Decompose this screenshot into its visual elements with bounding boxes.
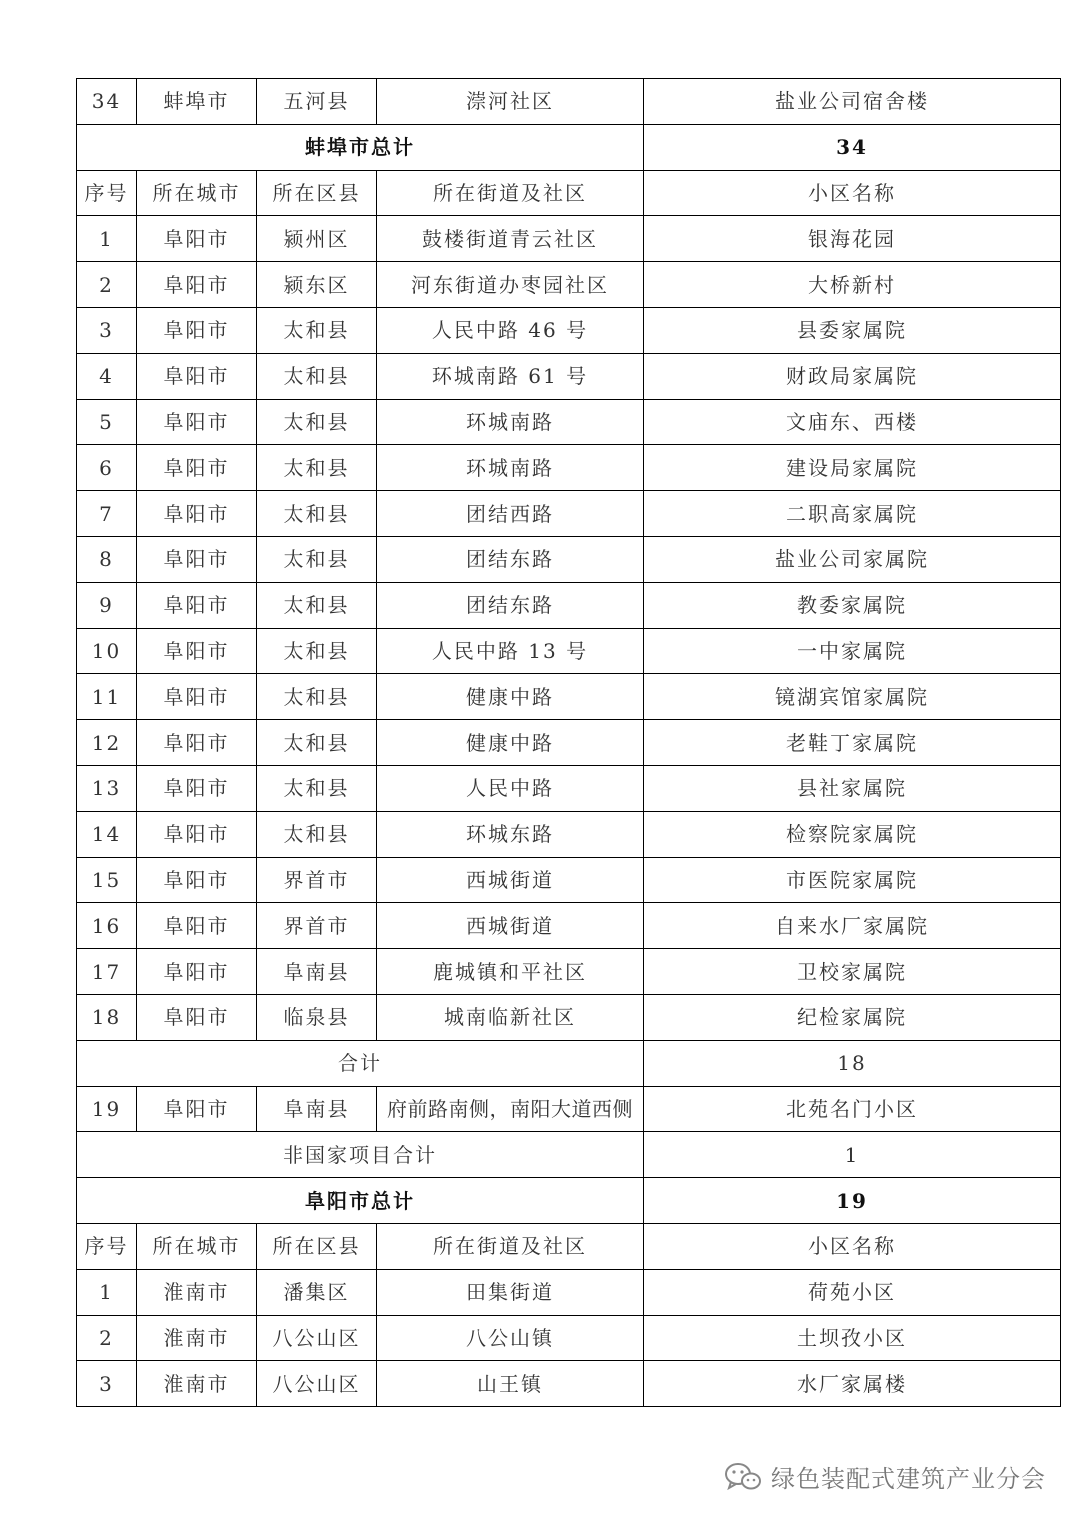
cell-district: 颍东区 xyxy=(257,262,377,308)
wechat-icon xyxy=(723,1461,763,1493)
cell-city: 阜阳市 xyxy=(137,445,257,491)
cell-district: 界首市 xyxy=(257,857,377,903)
cell-street: 人民中路 13 号 xyxy=(377,628,644,674)
cell-street: 环城南路 xyxy=(377,399,644,445)
table-row xyxy=(77,674,1061,720)
cell-street: 团结西路 xyxy=(377,491,644,537)
cell-district: 阜南县 xyxy=(257,949,377,995)
header-row xyxy=(77,170,1061,216)
cell-street: 山王镇 xyxy=(377,1361,644,1407)
cell-city: 阜阳市 xyxy=(137,765,257,811)
cell-name: 县委家属院 xyxy=(644,307,1061,353)
cell-street: 田集街道 xyxy=(377,1269,644,1315)
cell-city: 阜阳市 xyxy=(137,216,257,262)
header-name: 小区名称 xyxy=(644,1223,1061,1269)
header-seq: 序号 xyxy=(77,170,137,216)
cell-seq: 19 xyxy=(77,1086,137,1132)
cell-seq: 15 xyxy=(77,857,137,903)
cell-city: 阜阳市 xyxy=(137,628,257,674)
header-seq: 序号 xyxy=(77,1223,137,1269)
cell-district: 潘集区 xyxy=(257,1269,377,1315)
cell-street: 人民中路 xyxy=(377,765,644,811)
cell-seq: 2 xyxy=(77,262,137,308)
table-row xyxy=(77,994,1061,1040)
cell-street: 鼓楼街道青云社区 xyxy=(377,216,644,262)
table-row xyxy=(77,857,1061,903)
cell-seq: 8 xyxy=(77,536,137,582)
table-row xyxy=(77,628,1061,674)
cell-district: 八公山区 xyxy=(257,1361,377,1407)
cell-name: 水厂家属楼 xyxy=(644,1361,1061,1407)
table-row xyxy=(77,216,1061,262)
cell-seq: 12 xyxy=(77,720,137,766)
cell-name: 教委家属院 xyxy=(644,582,1061,628)
cell-city: 阜阳市 xyxy=(137,720,257,766)
community-table xyxy=(76,78,1061,1407)
cell-district: 太和县 xyxy=(257,720,377,766)
header-street: 所在街道及社区 xyxy=(377,1223,644,1269)
cell-city: 阜阳市 xyxy=(137,949,257,995)
header-district: 所在区县 xyxy=(257,170,377,216)
cell-city: 阜阳市 xyxy=(137,903,257,949)
total-value: 19 xyxy=(644,1178,1061,1224)
cell-city: 阜阳市 xyxy=(137,262,257,308)
table-row xyxy=(77,582,1061,628)
table-row xyxy=(77,491,1061,537)
watermark-text: 绿色装配式建筑产业分会 xyxy=(771,1465,1046,1493)
cell-city: 阜阳市 xyxy=(137,811,257,857)
table-row xyxy=(77,536,1061,582)
cell-name: 北苑名门小区 xyxy=(644,1086,1061,1132)
table-row xyxy=(77,262,1061,308)
cell-seq: 17 xyxy=(77,949,137,995)
cell-street: 环城东路 xyxy=(377,811,644,857)
total-row xyxy=(77,124,1061,170)
cell-district: 八公山区 xyxy=(257,1315,377,1361)
cell-street: 八公山镇 xyxy=(377,1315,644,1361)
header-district: 所在区县 xyxy=(257,1223,377,1269)
cell-street: 团结东路 xyxy=(377,582,644,628)
cell-seq: 13 xyxy=(77,765,137,811)
cell-city: 阜阳市 xyxy=(137,674,257,720)
cell-seq: 34 xyxy=(77,79,137,125)
header-city: 所在城市 xyxy=(137,1223,257,1269)
total-row xyxy=(77,1178,1061,1224)
cell-name: 检察院家属院 xyxy=(644,811,1061,857)
cell-street: 环城南路 61 号 xyxy=(377,353,644,399)
total-label: 蚌埠市总计 xyxy=(77,124,644,170)
cell-seq: 11 xyxy=(77,674,137,720)
table-row xyxy=(77,1361,1061,1407)
cell-district: 太和县 xyxy=(257,628,377,674)
cell-district: 颍州区 xyxy=(257,216,377,262)
cell-seq: 9 xyxy=(77,582,137,628)
cell-seq: 3 xyxy=(77,307,137,353)
cell-street: 西城街道 xyxy=(377,903,644,949)
cell-seq: 10 xyxy=(77,628,137,674)
total-value: 1 xyxy=(644,1132,1061,1178)
cell-seq: 1 xyxy=(77,216,137,262)
cell-district: 太和县 xyxy=(257,536,377,582)
total-value: 18 xyxy=(644,1040,1061,1086)
cell-seq: 3 xyxy=(77,1361,137,1407)
cell-name: 大桥新村 xyxy=(644,262,1061,308)
cell-seq: 2 xyxy=(77,1315,137,1361)
cell-name: 盐业公司宿舍楼 xyxy=(644,79,1061,125)
cell-name: 镜湖宾馆家属院 xyxy=(644,674,1061,720)
cell-city: 淮南市 xyxy=(137,1315,257,1361)
cell-name: 财政局家属院 xyxy=(644,353,1061,399)
table-row xyxy=(77,1315,1061,1361)
cell-name: 银海花园 xyxy=(644,216,1061,262)
cell-name: 盐业公司家属院 xyxy=(644,536,1061,582)
cell-street: 城南临新社区 xyxy=(377,994,644,1040)
cell-street: 环城南路 xyxy=(377,445,644,491)
cell-district: 太和县 xyxy=(257,811,377,857)
cell-street: 西城街道 xyxy=(377,857,644,903)
cell-city: 阜阳市 xyxy=(137,582,257,628)
cell-seq: 14 xyxy=(77,811,137,857)
cell-district: 太和县 xyxy=(257,491,377,537)
cell-city: 阜阳市 xyxy=(137,536,257,582)
table-row xyxy=(77,399,1061,445)
cell-name: 文庙东、西楼 xyxy=(644,399,1061,445)
cell-city: 阜阳市 xyxy=(137,353,257,399)
cell-district: 太和县 xyxy=(257,582,377,628)
cell-street: 健康中路 xyxy=(377,674,644,720)
cell-district: 界首市 xyxy=(257,903,377,949)
header-name: 小区名称 xyxy=(644,170,1061,216)
cell-district: 阜南县 xyxy=(257,1086,377,1132)
cell-district: 太和县 xyxy=(257,445,377,491)
cell-seq: 16 xyxy=(77,903,137,949)
table-row xyxy=(77,353,1061,399)
watermark xyxy=(723,1459,1046,1494)
table-row xyxy=(77,307,1061,353)
cell-seq: 6 xyxy=(77,445,137,491)
cell-name: 二职高家属院 xyxy=(644,491,1061,537)
table-row xyxy=(77,445,1061,491)
cell-city: 阜阳市 xyxy=(137,307,257,353)
cell-district: 太和县 xyxy=(257,674,377,720)
total-row xyxy=(77,1040,1061,1086)
cell-seq: 4 xyxy=(77,353,137,399)
cell-name: 自来水厂家属院 xyxy=(644,903,1061,949)
total-value: 34 xyxy=(644,124,1061,170)
total-row xyxy=(77,1132,1061,1178)
cell-name: 土坝孜小区 xyxy=(644,1315,1061,1361)
cell-seq: 18 xyxy=(77,994,137,1040)
cell-district: 太和县 xyxy=(257,765,377,811)
cell-name: 一中家属院 xyxy=(644,628,1061,674)
cell-name: 纪检家属院 xyxy=(644,994,1061,1040)
cell-street: 鹿城镇和平社区 xyxy=(377,949,644,995)
cell-district: 临泉县 xyxy=(257,994,377,1040)
table-row xyxy=(77,903,1061,949)
table-row xyxy=(77,765,1061,811)
cell-city: 阜阳市 xyxy=(137,491,257,537)
cell-seq: 7 xyxy=(77,491,137,537)
cell-street: 健康中路 xyxy=(377,720,644,766)
table-row xyxy=(77,1086,1061,1132)
total-label: 阜阳市总计 xyxy=(77,1178,644,1224)
table-row xyxy=(77,79,1061,125)
table-row xyxy=(77,720,1061,766)
table-row xyxy=(77,1269,1061,1315)
cell-district: 太和县 xyxy=(257,399,377,445)
header-city: 所在城市 xyxy=(137,170,257,216)
cell-city: 阜阳市 xyxy=(137,994,257,1040)
cell-city: 淮南市 xyxy=(137,1361,257,1407)
cell-name: 卫校家属院 xyxy=(644,949,1061,995)
cell-street: 府前路南侧，南阳大道西侧 xyxy=(377,1086,644,1132)
cell-district: 太和县 xyxy=(257,307,377,353)
cell-name: 老鞋丁家属院 xyxy=(644,720,1061,766)
cell-city: 阜阳市 xyxy=(137,857,257,903)
cell-city: 蚌埠市 xyxy=(137,79,257,125)
cell-name: 荷苑小区 xyxy=(644,1269,1061,1315)
cell-district: 太和县 xyxy=(257,353,377,399)
cell-street: 团结东路 xyxy=(377,536,644,582)
cell-city: 淮南市 xyxy=(137,1269,257,1315)
cell-name: 建设局家属院 xyxy=(644,445,1061,491)
table-row xyxy=(77,811,1061,857)
cell-name: 市医院家属院 xyxy=(644,857,1061,903)
header-row xyxy=(77,1223,1061,1269)
cell-city: 阜阳市 xyxy=(137,1086,257,1132)
table-row xyxy=(77,949,1061,995)
total-label: 合计 xyxy=(77,1040,644,1086)
total-label: 非国家项目合计 xyxy=(77,1132,644,1178)
cell-seq: 5 xyxy=(77,399,137,445)
cell-street: 人民中路 46 号 xyxy=(377,307,644,353)
cell-district: 五河县 xyxy=(257,79,377,125)
header-street: 所在街道及社区 xyxy=(377,170,644,216)
cell-street: 漴河社区 xyxy=(377,79,644,125)
cell-name: 县社家属院 xyxy=(644,765,1061,811)
cell-seq: 1 xyxy=(77,1269,137,1315)
cell-street: 河东街道办枣园社区 xyxy=(377,262,644,308)
cell-city: 阜阳市 xyxy=(137,399,257,445)
